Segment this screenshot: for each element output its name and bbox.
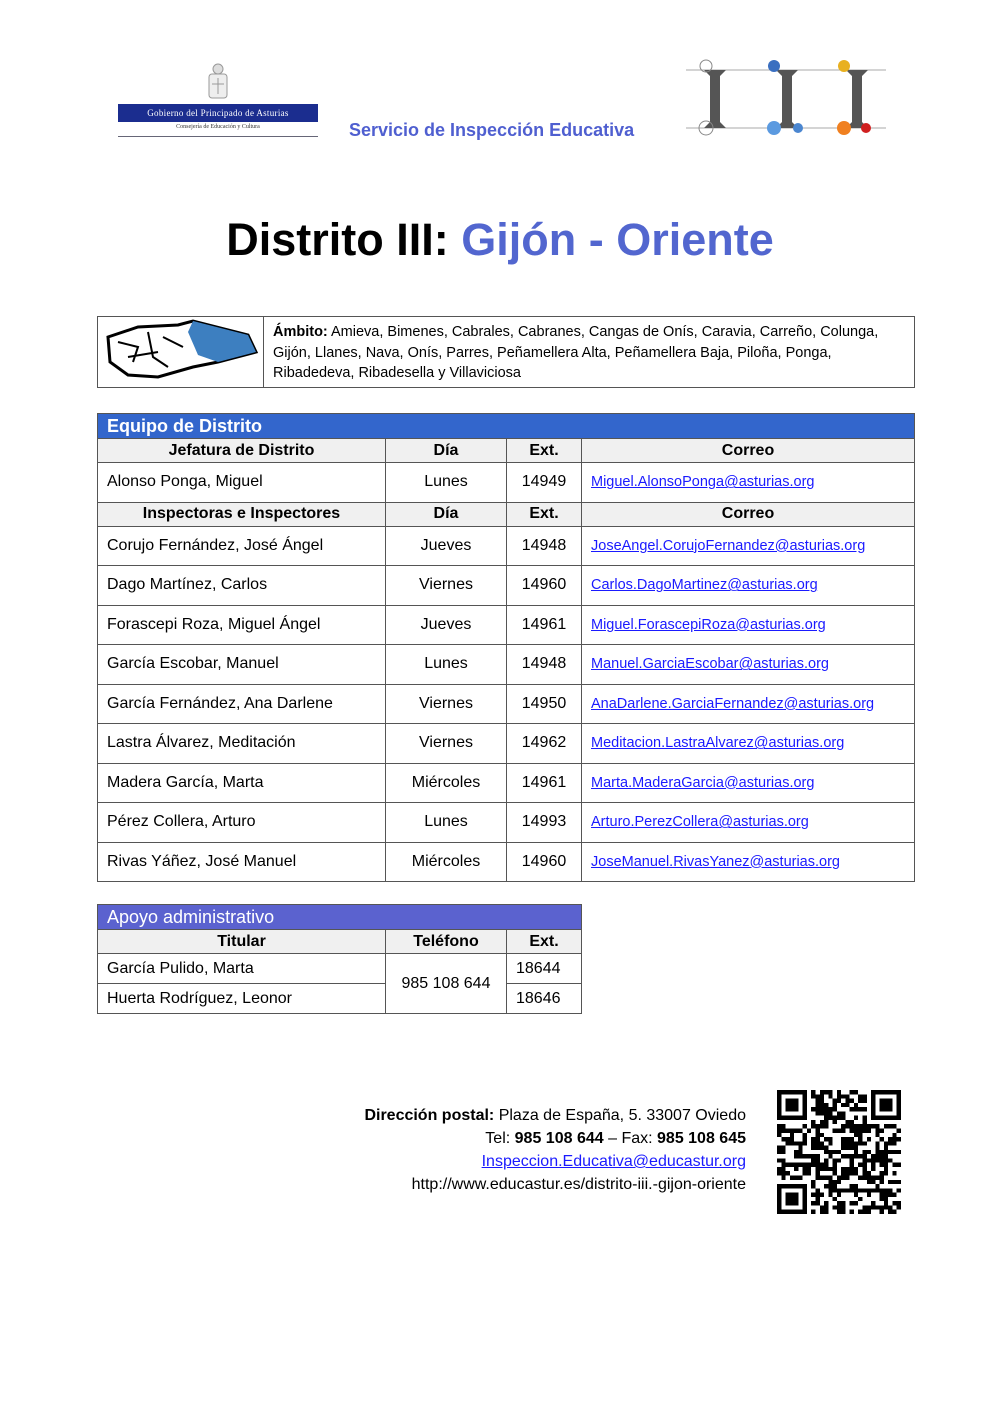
email-link[interactable]: JoseAngel.CorujoFernandez@asturias.org [591, 537, 866, 554]
gov-department: Consejería de Educación y Cultura [118, 124, 318, 137]
day: Jueves [386, 605, 507, 645]
scope-municipalities: Amieva, Bimenes, Cabrales, Cabranes, Cangas de Onís, Caravia, Carreño, Colunga, Gijón, Llanes, Nava, Onís, Parres, Peñamellera Alta, Peñamellera Baja, Piloña, Ponga, Ribadedeva, Ribadesella y Villaviciosa [273, 324, 879, 381]
extension: 14961 [507, 763, 582, 803]
inspector-name: Forascepi Roza, Miguel Ángel [98, 605, 386, 645]
extension: 14962 [507, 724, 582, 764]
col-header: Correo [582, 439, 915, 463]
extension: 14950 [507, 684, 582, 724]
title-district-name: Gijón - Oriente [461, 214, 774, 265]
col-header: Ext. [507, 439, 582, 463]
inspection-logo-icon [686, 58, 886, 146]
admin-ext: 18644 [507, 954, 582, 984]
table-row [98, 724, 915, 764]
team-caption: Equipo de Distrito [98, 414, 915, 439]
table-row [98, 566, 915, 606]
asturias-map-icon [98, 317, 264, 387]
email-link[interactable]: AnaDarlene.GarciaFernandez@asturias.org [591, 695, 875, 712]
admin-caption: Apoyo administrativo [98, 905, 582, 930]
inspector-name: García Escobar, Manuel [98, 645, 386, 685]
table-row [98, 842, 915, 882]
inspector-name: García Fernández, Ana Darlene [98, 684, 386, 724]
inspector-name: Corujo Fernández, José Ángel [98, 526, 386, 566]
website-url: http://www.educastur.es/distrito-iii.-gijon-oriente [411, 1176, 746, 1193]
table-row [98, 526, 915, 566]
email-link[interactable]: JoseManuel.RivasYanez@asturias.org [591, 853, 840, 870]
inspector-name: Madera García, Marta [98, 763, 386, 803]
col-header: Día [386, 439, 507, 463]
extension: 14948 [507, 526, 582, 566]
email-link[interactable]: Miguel.ForascepiRoza@asturias.org [591, 616, 826, 633]
day: Miércoles [386, 842, 507, 882]
table-row [98, 645, 915, 685]
scope-text [273, 322, 894, 384]
col-header: Jefatura de Distrito [98, 439, 386, 463]
qr-code-icon [777, 1090, 901, 1214]
col-header: Correo [582, 502, 915, 526]
admin-support-table [97, 904, 582, 1014]
email-link[interactable]: Marta.MaderaGarcia@asturias.org [591, 774, 815, 791]
admin-phone: 985 108 644 [386, 954, 507, 1014]
day: Viernes [386, 566, 507, 606]
extension: 14948 [507, 645, 582, 685]
email-link[interactable]: Meditacion.LastraAlvarez@asturias.org [591, 735, 845, 752]
gov-name: Gobierno del Principado de Asturias [118, 104, 318, 122]
day: Viernes [386, 724, 507, 764]
address: Plaza de España, 5. 33007 Oviedo [498, 1107, 746, 1124]
table-row [98, 605, 915, 645]
day: Viernes [386, 684, 507, 724]
day: Lunes [386, 803, 507, 843]
tel-label: Tel: [485, 1130, 511, 1147]
service-name: Servicio de Inspección Educativa [349, 120, 635, 140]
admin-ext: 18646 [507, 984, 582, 1014]
extension: 14993 [507, 803, 582, 843]
col-header: Ext. [507, 930, 582, 954]
col-header: Inspectoras e Inspectores [98, 502, 386, 526]
inspector-name: Pérez Collera, Arturo [98, 803, 386, 843]
inspector-name: Dago Martínez, Carlos [98, 566, 386, 606]
email-link[interactable]: Arturo.PerezCollera@asturias.org [591, 814, 809, 831]
day: Lunes [386, 463, 507, 503]
inspector-name: Alonso Ponga, Miguel [98, 463, 386, 503]
table-row [98, 684, 915, 724]
admin-name: García Pulido, Marta [98, 954, 386, 984]
scope-label: Ámbito: [273, 324, 328, 340]
table-row [98, 763, 915, 803]
col-header: Teléfono [386, 930, 507, 954]
fax-label: – Fax: [608, 1130, 653, 1147]
extension: 14949 [507, 463, 582, 503]
fax: 985 108 645 [657, 1130, 746, 1147]
col-header: Ext. [507, 502, 582, 526]
table-row [98, 984, 582, 1014]
extension: 14960 [507, 566, 582, 606]
table-row [98, 463, 915, 503]
email-link[interactable]: Carlos.DagoMartinez@asturias.org [591, 577, 818, 594]
day: Lunes [386, 645, 507, 685]
inspector-name: Rivas Yáñez, José Manuel [98, 842, 386, 882]
contact-footer [364, 1104, 746, 1196]
government-logo [118, 62, 318, 142]
day: Miércoles [386, 763, 507, 803]
scope-box [97, 316, 915, 388]
coat-of-arms-icon [118, 62, 318, 102]
address-label: Dirección postal: [364, 1107, 495, 1124]
extension: 14961 [507, 605, 582, 645]
admin-name: Huerta Rodríguez, Leonor [98, 984, 386, 1014]
table-row [98, 954, 582, 984]
contact-email-link[interactable]: Inspeccion.Educativa@educastur.org [481, 1153, 746, 1170]
inspector-name: Lastra Álvarez, Meditación [98, 724, 386, 764]
email-link[interactable]: Manuel.GarciaEscobar@asturias.org [591, 656, 829, 673]
title-prefix: Distrito III: [226, 214, 449, 265]
district-team-table [97, 413, 915, 882]
extension: 14960 [507, 842, 582, 882]
email-link[interactable]: Miguel.AlonsoPonga@asturias.org [591, 474, 815, 491]
phone: 985 108 644 [514, 1130, 604, 1147]
col-header: Día [386, 502, 507, 526]
day: Jueves [386, 526, 507, 566]
col-header: Titular [98, 930, 386, 954]
table-row [98, 803, 915, 843]
page-title [0, 214, 1000, 266]
